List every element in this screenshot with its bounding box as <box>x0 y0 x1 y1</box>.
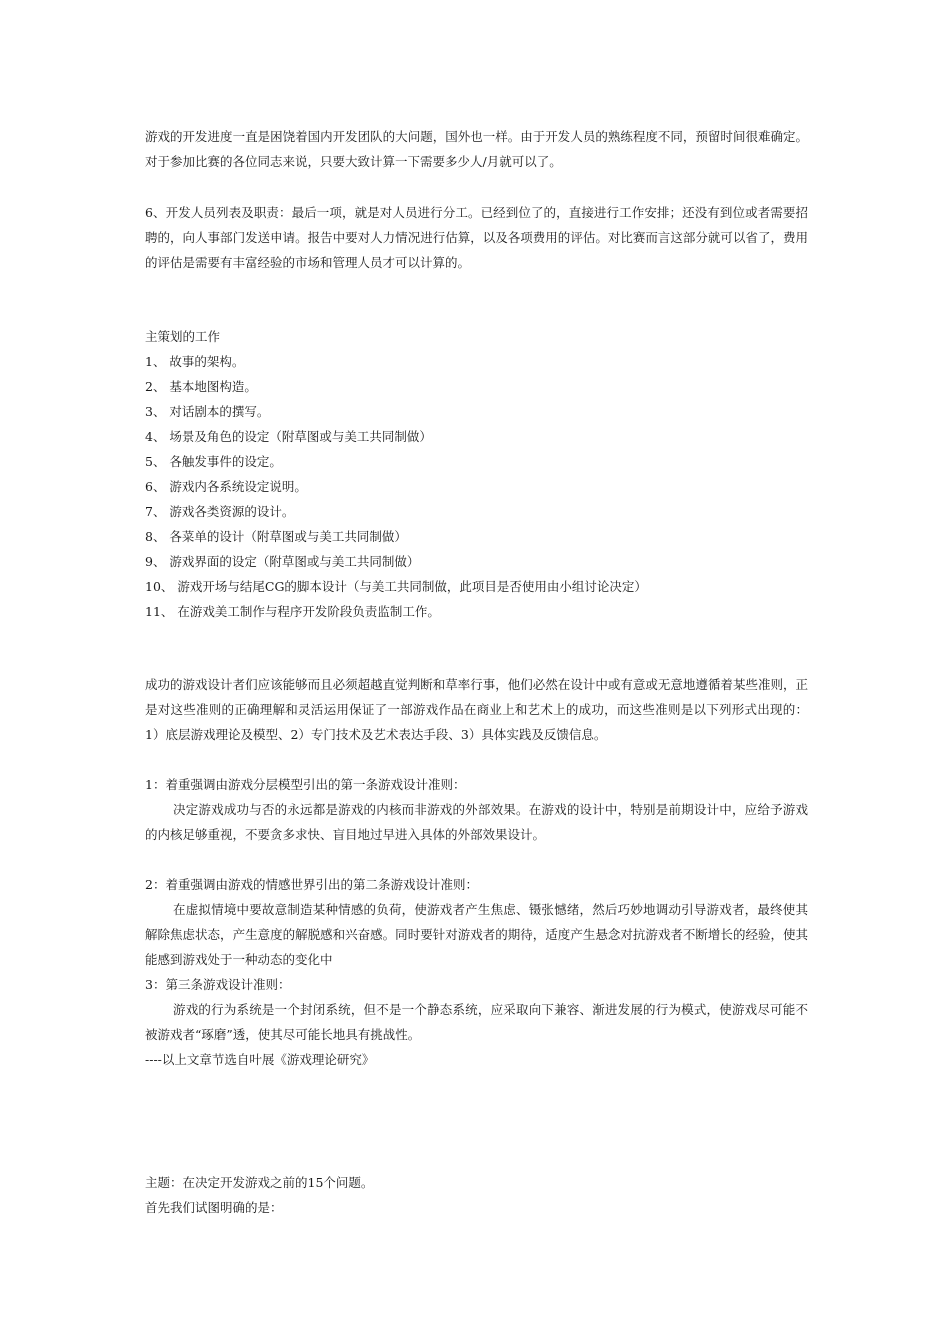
progress-paragraph: 游戏的开发进度一直是困饶着国内开发团队的大问题，国外也一样。由于开发人员的熟练程度不同，预留时间很难确定。对于参加比赛的各位同志来说，只要大致计算一下需要多少人/月就可以了。 <box>145 129 808 169</box>
list-item: 11、 在游戏美工制作与程序开发阶段负责监制工作。 <box>145 604 440 619</box>
list-item: 8、 各菜单的设计（附草图或与美工共同制做） <box>145 529 407 544</box>
list-item: 2、 基本地图构造。 <box>145 379 257 394</box>
list-item: 3、 对话剧本的撰写。 <box>145 404 270 419</box>
list-item: 10、 游戏开场与结尾CG的脚本设计（与美工共同制做，此项目是否使用由小组讨论决定） <box>145 579 647 594</box>
list-item: 7、 游戏各类资源的设计。 <box>145 504 295 519</box>
rule2-body: 在虚拟情境中要故意制造某种情感的负荷，使游戏者产生焦虑、镊张憾绪，然后巧妙地调动引导游戏者，最终使其解除焦虑状态，产生意度的解脱感和兴奋感。同时要针对游戏者的期待，适度产生悬念对抗游戏者不断增长的经验，使其能感到游戏处于一种动态的变化中 <box>145 902 808 967</box>
principles-intro: 成功的游戏设计者们应该能够而且必须超越直觉判断和草率行事，他们必然在设计中或有意或无意地遵循着某些准则，正是对这些准则的正确理解和灵活运用保证了一部游戏作品在商业上和艺术上的成功，而这些准则是以下列形式出现的：1）底层游戏理论及模型、2）专门技术及艺术表达手段、3）具体实践及反馈信息。 <box>145 677 808 742</box>
rule1-body: 决定游戏成功与否的永远都是游戏的内核而非游戏的外部效果。在游戏的设计中，特别是前期设计中，应给予游戏的内核足够重视，不要贪多求快、盲目地过早进入具体的外部效果设计。 <box>145 802 808 842</box>
rule1-title: 1：着重强调由游戏分层模型引出的第一条游戏设计准则： <box>145 777 466 792</box>
list-item: 1、 故事的架构。 <box>145 354 245 369</box>
planner-heading: 主策划的工作 <box>145 329 221 344</box>
source-citation: ----以上文章节选自叶展《游戏理论研究》 <box>145 1052 375 1067</box>
topic-lead: 首先我们试图明确的是： <box>145 1200 283 1215</box>
rule3-title: 3：第三条游戏设计准则： <box>145 977 291 992</box>
rule3-body: 游戏的行为系统是一个封闭系统，但不是一个静态系统，应采取向下兼容、渐进发展的行为模式，使游戏尽可能不被游戏者“琢磨”透，使其尽可能长地具有挑战性。 <box>145 1002 808 1042</box>
staff-paragraph: 6、开发人员列表及职责：最后一项，就是对人员进行分工。已经到位了的，直接进行工作安排；还没有到位或者需要招聘的，向人事部门发送申请。报告中要对人力情况进行估算，以及各项费用的评估。对比赛而言这部分就可以省了，费用的评估是需要有丰富经验的市场和管理人员才可以计算的。 <box>145 205 808 270</box>
list-item: 6、 游戏内各系统设定说明。 <box>145 479 307 494</box>
list-item: 5、 各触发事件的设定。 <box>145 454 282 469</box>
topic-title: 主题：在决定开发游戏之前的15个问题。 <box>145 1175 374 1190</box>
list-item: 9、 游戏界面的设定（附草图或与美工共同制做） <box>145 554 420 569</box>
rule2-title: 2：着重强调由游戏的情感世界引出的第二条游戏设计准则： <box>145 877 478 892</box>
list-item: 4、 场景及角色的设定（附草图或与美工共同制做） <box>145 429 432 444</box>
